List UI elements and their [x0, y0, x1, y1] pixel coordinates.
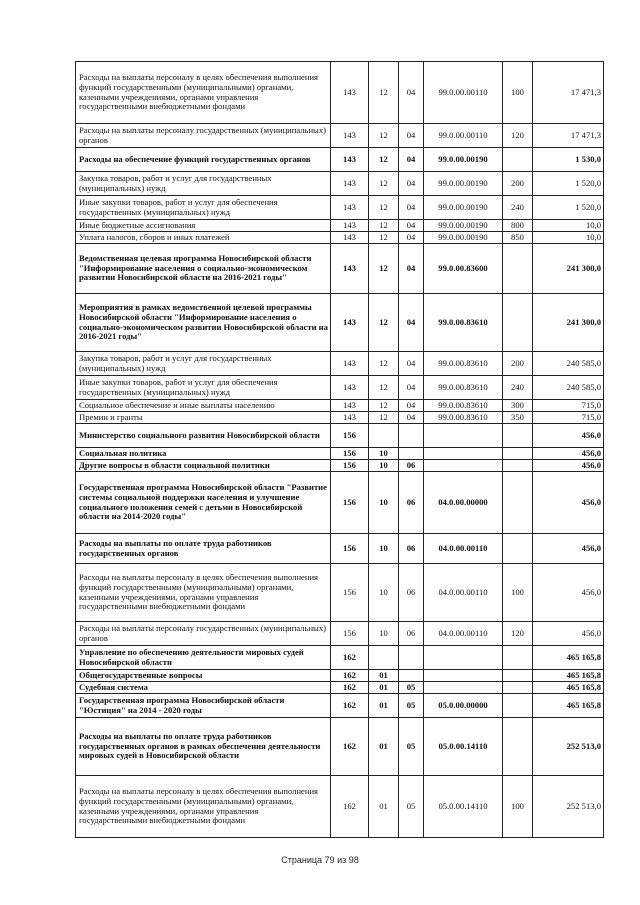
target-article-cell: 99.0.00.00190	[424, 172, 503, 196]
row-name-cell: Закупка товаров, работ и услуг для государственных (муниципальных) нужд	[76, 172, 331, 196]
ved-code-cell: 156	[331, 448, 369, 460]
page-footer: Страница 79 из 98	[281, 855, 359, 865]
section-code-cell: 10	[369, 564, 399, 622]
row-name-cell: Общегосударственные вопросы	[76, 670, 331, 682]
section-code-cell: 12	[369, 148, 399, 172]
section-code-cell: 12	[369, 124, 399, 148]
amount-cell: 456,0	[533, 424, 604, 448]
ved-code-cell: 162	[331, 646, 369, 670]
expense-type-cell: 850	[503, 232, 533, 244]
table-row	[76, 534, 604, 564]
target-article-cell: 99.0.00.00110	[424, 124, 503, 148]
section-code-cell: 01	[369, 776, 399, 838]
subsection-code-cell: 04	[399, 148, 424, 172]
subsection-code-cell: 06	[399, 622, 424, 646]
subsection-code-cell: 05	[399, 682, 424, 694]
row-name-cell: Мероприятия в рамках ведомственной целевой программы Новосибирской области "Информирование населения о социально-экономическом развитии Новосибирской области на 2016-2021 годы"	[76, 294, 331, 352]
subsection-code-cell: 06	[399, 472, 424, 534]
subsection-code-cell: 04	[399, 124, 424, 148]
ved-code-cell: 143	[331, 376, 369, 400]
target-article-cell: 05.0.00.00000	[424, 694, 503, 718]
expense-type-cell	[503, 148, 533, 172]
row-name-cell: Расходы на выплаты персоналу государственных (муниципальных) органов	[76, 622, 331, 646]
subsection-code-cell: 04	[399, 196, 424, 220]
amount-cell: 465 165,8	[533, 670, 604, 682]
section-code-cell: 12	[369, 352, 399, 376]
amount-cell: 1 520,0	[533, 172, 604, 196]
section-code-cell: 12	[369, 220, 399, 232]
target-article-cell: 99.0.00.00190	[424, 148, 503, 172]
amount-cell: 241 300,0	[533, 244, 604, 294]
target-article-cell: 99.0.00.00110	[424, 62, 503, 124]
target-article-cell: 99.0.00.83610	[424, 294, 503, 352]
section-code-cell: 10	[369, 460, 399, 472]
table-row	[76, 196, 604, 220]
amount-cell: 252 513,0	[533, 718, 604, 776]
budget-table	[75, 61, 604, 838]
ved-code-cell: 143	[331, 294, 369, 352]
amount-cell: 465 165,8	[533, 694, 604, 718]
section-code-cell: 10	[369, 472, 399, 534]
expense-type-cell: 100	[503, 776, 533, 838]
table-row	[76, 670, 604, 682]
amount-cell: 456,0	[533, 460, 604, 472]
target-article-cell: 99.0.00.83610	[424, 400, 503, 412]
target-article-cell: 04.0.00.00000	[424, 472, 503, 534]
row-name-cell: Управление по обеспечению деятельности мировых судей Новосибирской области	[76, 646, 331, 670]
section-code-cell: 12	[369, 232, 399, 244]
ved-code-cell: 156	[331, 424, 369, 448]
ved-code-cell: 156	[331, 460, 369, 472]
table-row	[76, 376, 604, 400]
expense-type-cell: 200	[503, 352, 533, 376]
expense-type-cell: 240	[503, 196, 533, 220]
ved-code-cell: 156	[331, 472, 369, 534]
table-row	[76, 220, 604, 232]
row-name-cell: Расходы на выплаты по оплате труда работников государственных органов в рамках обеспечения деятельности мировых судей в Новосибирской области	[76, 718, 331, 776]
section-code-cell: 12	[369, 244, 399, 294]
section-code-cell: 12	[369, 400, 399, 412]
amount-cell: 10,0	[533, 220, 604, 232]
amount-cell: 715,0	[533, 412, 604, 424]
ved-code-cell: 143	[331, 172, 369, 196]
table-row	[76, 352, 604, 376]
expense-type-cell	[503, 244, 533, 294]
row-name-cell: Другие вопросы в области социальной политики	[76, 460, 331, 472]
amount-cell: 456,0	[533, 534, 604, 564]
row-name-cell: Государственная программа Новосибирской области "Развитие системы социальной поддержки населения и улучшение социального положения семей с детьми в Новосибирской области на 2014-2020 годы"	[76, 472, 331, 534]
ved-code-cell: 143	[331, 232, 369, 244]
target-article-cell	[424, 448, 503, 460]
expense-type-cell	[503, 646, 533, 670]
subsection-code-cell: 04	[399, 244, 424, 294]
target-article-cell: 04.0.00.00110	[424, 564, 503, 622]
ved-code-cell: 143	[331, 220, 369, 232]
table-row	[76, 776, 604, 838]
table-row	[76, 148, 604, 172]
expense-type-cell: 240	[503, 376, 533, 400]
ved-code-cell: 156	[331, 622, 369, 646]
subsection-code-cell: 04	[399, 400, 424, 412]
section-code-cell: 12	[369, 294, 399, 352]
amount-cell: 252 513,0	[533, 776, 604, 838]
subsection-code-cell: 04	[399, 412, 424, 424]
table-row	[76, 424, 604, 448]
section-code-cell: 01	[369, 670, 399, 682]
target-article-cell: 04.0.00.00110	[424, 534, 503, 564]
row-name-cell: Расходы на выплаты персоналу государственных (муниципальных) органов	[76, 124, 331, 148]
expense-type-cell: 120	[503, 622, 533, 646]
expense-type-cell	[503, 424, 533, 448]
table-row	[76, 718, 604, 776]
table-row	[76, 232, 604, 244]
subsection-code-cell: 04	[399, 232, 424, 244]
amount-cell: 465 165,8	[533, 646, 604, 670]
target-article-cell	[424, 646, 503, 670]
row-name-cell: Государственная программа Новосибирской области "Юстиция" на 2014 - 2020 годы	[76, 694, 331, 718]
table-row	[76, 124, 604, 148]
table-row	[76, 412, 604, 424]
section-code-cell: 12	[369, 62, 399, 124]
target-article-cell: 99.0.00.00190	[424, 196, 503, 220]
amount-cell: 240 585,0	[533, 376, 604, 400]
row-name-cell: Уплата налогов, сборов и иных платежей	[76, 232, 331, 244]
ved-code-cell: 143	[331, 412, 369, 424]
amount-cell: 715,0	[533, 400, 604, 412]
table-body	[76, 62, 604, 838]
subsection-code-cell: 06	[399, 564, 424, 622]
expense-type-cell: 800	[503, 220, 533, 232]
section-code-cell	[369, 646, 399, 670]
section-code-cell: 10	[369, 448, 399, 460]
subsection-code-cell	[399, 424, 424, 448]
section-code-cell: 01	[369, 718, 399, 776]
ved-code-cell: 162	[331, 776, 369, 838]
subsection-code-cell: 04	[399, 172, 424, 196]
subsection-code-cell: 04	[399, 352, 424, 376]
amount-cell: 240 585,0	[533, 352, 604, 376]
ved-code-cell: 143	[331, 352, 369, 376]
expense-type-cell: 300	[503, 400, 533, 412]
target-article-cell: 99.0.00.00190	[424, 232, 503, 244]
section-code-cell: 01	[369, 682, 399, 694]
ved-code-cell: 162	[331, 718, 369, 776]
target-article-cell: 99.0.00.00190	[424, 220, 503, 232]
expense-type-cell	[503, 718, 533, 776]
table-row	[76, 400, 604, 412]
table-row	[76, 448, 604, 460]
target-article-cell: 05.0.00.14110	[424, 718, 503, 776]
row-name-cell: Закупка товаров, работ и услуг для государственных (муниципальных) нужд	[76, 352, 331, 376]
amount-cell: 241 300,0	[533, 294, 604, 352]
target-article-cell: 99.0.00.83610	[424, 412, 503, 424]
row-name-cell: Иные закупки товаров, работ и услуг для обеспечения государственных (муниципальных) нужд	[76, 196, 331, 220]
row-name-cell: Расходы на обеспечение функций государственных органов	[76, 148, 331, 172]
table-row	[76, 646, 604, 670]
expense-type-cell: 100	[503, 564, 533, 622]
expense-type-cell	[503, 472, 533, 534]
subsection-code-cell: 06	[399, 534, 424, 564]
ved-code-cell: 162	[331, 670, 369, 682]
section-code-cell: 12	[369, 196, 399, 220]
row-name-cell: Социальная политика	[76, 448, 331, 460]
target-article-cell	[424, 670, 503, 682]
amount-cell: 465 165,8	[533, 682, 604, 694]
table-row	[76, 472, 604, 534]
section-code-cell: 12	[369, 412, 399, 424]
amount-cell: 456,0	[533, 472, 604, 534]
expense-type-cell	[503, 534, 533, 564]
amount-cell: 17 471,3	[533, 62, 604, 124]
amount-cell: 1 530,0	[533, 148, 604, 172]
row-name-cell: Премии и гранты	[76, 412, 331, 424]
ved-code-cell: 156	[331, 564, 369, 622]
section-code-cell: 01	[369, 694, 399, 718]
subsection-code-cell: 05	[399, 776, 424, 838]
table-row	[76, 622, 604, 646]
section-code-cell: 12	[369, 172, 399, 196]
table-row	[76, 460, 604, 472]
row-name-cell: Расходы на выплаты персоналу в целях обеспечения выполнения функций государственными (муниципальными) органами, казенными учреждениями, органами управления государственными внебюджетными фондами	[76, 62, 331, 124]
row-name-cell: Расходы на выплаты персоналу в целях обеспечения выполнения функций государственными (муниципальными) органами, казенными учреждениями, органами управления государственными внебюджетными фондами	[76, 564, 331, 622]
subsection-code-cell	[399, 670, 424, 682]
ved-code-cell: 143	[331, 62, 369, 124]
row-name-cell: Судебная система	[76, 682, 331, 694]
subsection-code-cell: 06	[399, 460, 424, 472]
ved-code-cell: 143	[331, 124, 369, 148]
expense-type-cell: 120	[503, 124, 533, 148]
amount-cell: 456,0	[533, 564, 604, 622]
section-code-cell	[369, 424, 399, 448]
row-name-cell: Иные бюджетные ассигнования	[76, 220, 331, 232]
table-row	[76, 172, 604, 196]
target-article-cell	[424, 682, 503, 694]
section-code-cell: 10	[369, 534, 399, 564]
subsection-code-cell: 04	[399, 62, 424, 124]
expense-type-cell	[503, 294, 533, 352]
section-code-cell: 10	[369, 622, 399, 646]
ved-code-cell: 156	[331, 534, 369, 564]
row-name-cell: Расходы на выплаты по оплате труда работников государственных органов	[76, 534, 331, 564]
amount-cell: 10,0	[533, 232, 604, 244]
subsection-code-cell	[399, 448, 424, 460]
expense-type-cell	[503, 694, 533, 718]
amount-cell: 1 520,0	[533, 196, 604, 220]
expense-type-cell: 350	[503, 412, 533, 424]
target-article-cell: 04.0.00.00110	[424, 622, 503, 646]
row-name-cell: Расходы на выплаты персоналу в целях обеспечения выполнения функций государственными (муниципальными) органами, казенными учреждениями, органами управления государственными внебюджетными фондами	[76, 776, 331, 838]
ved-code-cell: 143	[331, 244, 369, 294]
row-name-cell: Ведомственная целевая программа Новосибирской области "Информирование населения о социально-экономическом развитии Новосибирской области на 2016-2021 годы"	[76, 244, 331, 294]
row-name-cell: Министерство социального развития Новосибирской области	[76, 424, 331, 448]
row-name-cell: Иные закупки товаров, работ и услуг для обеспечения государственных (муниципальных) нужд	[76, 376, 331, 400]
ved-code-cell: 162	[331, 694, 369, 718]
target-article-cell: 99.0.00.83610	[424, 376, 503, 400]
target-article-cell: 99.0.00.83610	[424, 352, 503, 376]
expense-type-cell: 100	[503, 62, 533, 124]
subsection-code-cell	[399, 646, 424, 670]
subsection-code-cell: 05	[399, 718, 424, 776]
table-row	[76, 682, 604, 694]
subsection-code-cell: 04	[399, 376, 424, 400]
expense-type-cell	[503, 670, 533, 682]
subsection-code-cell: 04	[399, 220, 424, 232]
table-row	[76, 244, 604, 294]
table-row	[76, 694, 604, 718]
table-row	[76, 564, 604, 622]
target-article-cell	[424, 460, 503, 472]
target-article-cell	[424, 424, 503, 448]
expense-type-cell	[503, 682, 533, 694]
target-article-cell: 05.0.00.14110	[424, 776, 503, 838]
amount-cell: 456,0	[533, 622, 604, 646]
ved-code-cell: 143	[331, 196, 369, 220]
row-name-cell: Социальное обеспечение и иные выплаты населению	[76, 400, 331, 412]
subsection-code-cell: 05	[399, 694, 424, 718]
ved-code-cell: 143	[331, 148, 369, 172]
expense-type-cell: 200	[503, 172, 533, 196]
table-row	[76, 294, 604, 352]
expense-type-cell	[503, 460, 533, 472]
expense-type-cell	[503, 448, 533, 460]
subsection-code-cell: 04	[399, 294, 424, 352]
amount-cell: 456,0	[533, 448, 604, 460]
ved-code-cell: 162	[331, 682, 369, 694]
section-code-cell: 12	[369, 376, 399, 400]
amount-cell: 17 471,3	[533, 124, 604, 148]
ved-code-cell: 143	[331, 400, 369, 412]
table-row	[76, 62, 604, 124]
target-article-cell: 99.0.00.83600	[424, 244, 503, 294]
